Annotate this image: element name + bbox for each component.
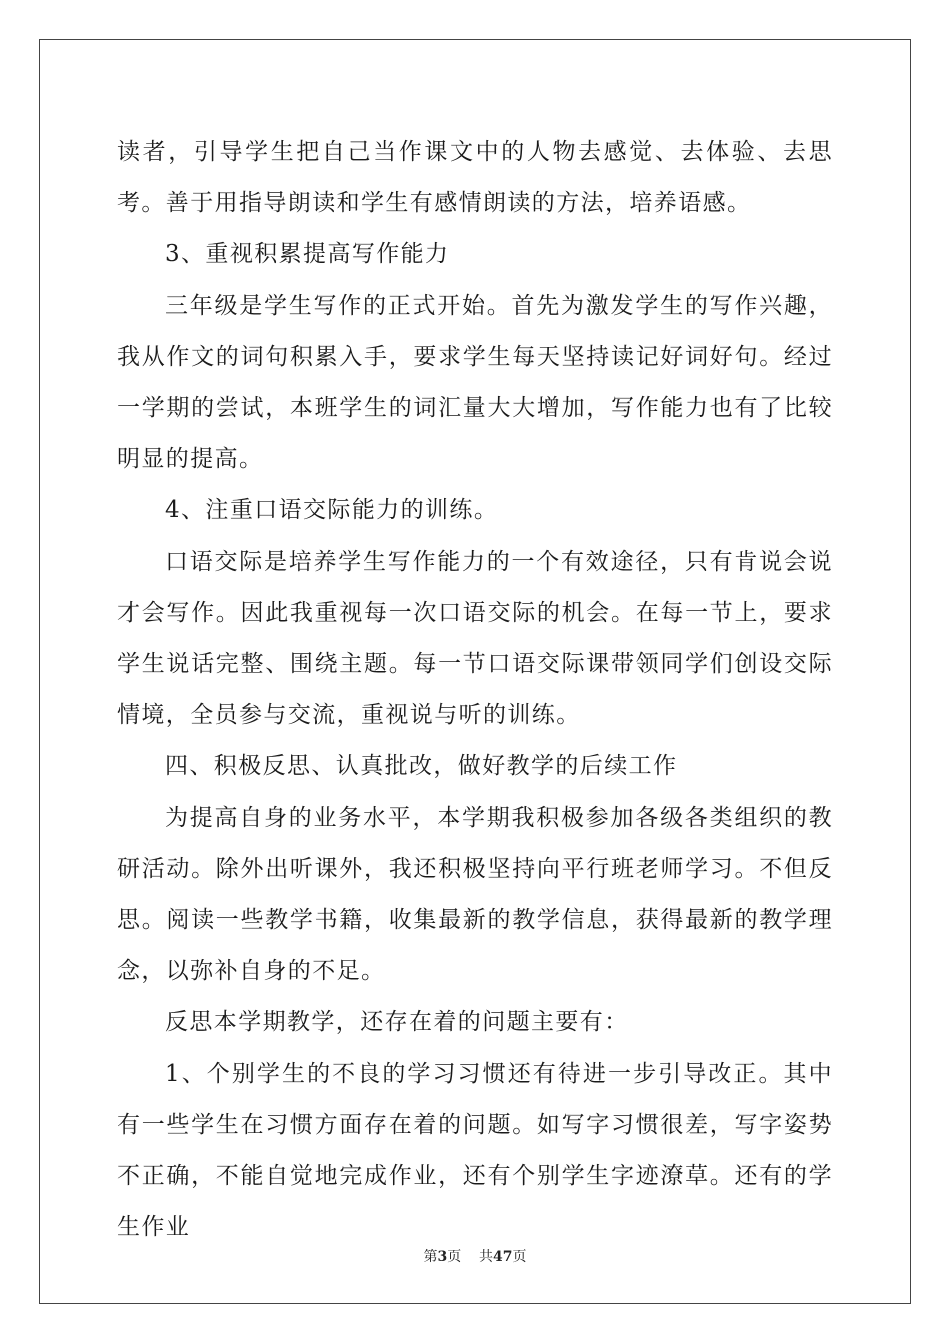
total-suffix: 页 [512, 1249, 527, 1265]
paragraph: 为提高自身的业务水平，本学期我积极参加各级各类组织的教研活动。除外出听课外，我还积极坚持向平行班老师学习。不但反思。阅读一些教学书籍，收集最新的教学信息，获得最新的教学理念，以弥补自身的不足。 [117, 804, 833, 985]
section-heading: 四、积极反思、认真批改，做好教学的后续工作 [165, 753, 678, 780]
paragraph: 三年级是学生写作的正式开始。首先为激发学生的写作兴趣，我从作文的词句积累入手，要求学生每天坚持读记好词好句。经过一学期的尝试，本班学生的词汇量大大增加，写作能力也有了比较明显的提高。 [117, 292, 833, 473]
total-prefix: 共 [479, 1249, 494, 1265]
paragraph: 口语交际是培养学生写作能力的一个有效途径，只有肯说会说才会写作。因此我重视每一次口语交际的机会。在每一节上，要求学生说话完整、围绕主题。每一节口语交际课带领同学们创设交际情境，全员参与交流，重视说与听的训练。 [117, 548, 833, 729]
paragraph: 反思本学期教学，还存在着的问题主要有： [165, 1009, 629, 1036]
page-number: 3 [437, 1249, 448, 1265]
page-prefix: 第 [423, 1249, 438, 1265]
document-body [117, 127, 833, 1253]
paragraph: 读者，引导学生把自己当作课文中的人物去感觉、去体验、去思考。善于用指导朗读和学生有感情朗读的方法，培养语感。 [117, 139, 833, 217]
paragraph: 1、个别学生的不良的学习习惯还有待进一步引导改正。其中有一些学生在习惯方面存在着的问题。如写字习惯很差，写字姿势不正确，不能自觉地完成作业，还有个别学生字迹潦草。还有的学生作业 [117, 1060, 833, 1241]
section-heading: 3、重视积累提高写作能力 [165, 241, 450, 268]
section-heading: 4、注重口语交际能力的训练。 [165, 497, 499, 524]
total-pages: 47 [493, 1249, 513, 1265]
page-footer [0, 1246, 950, 1266]
page-suffix: 页 [447, 1249, 462, 1265]
